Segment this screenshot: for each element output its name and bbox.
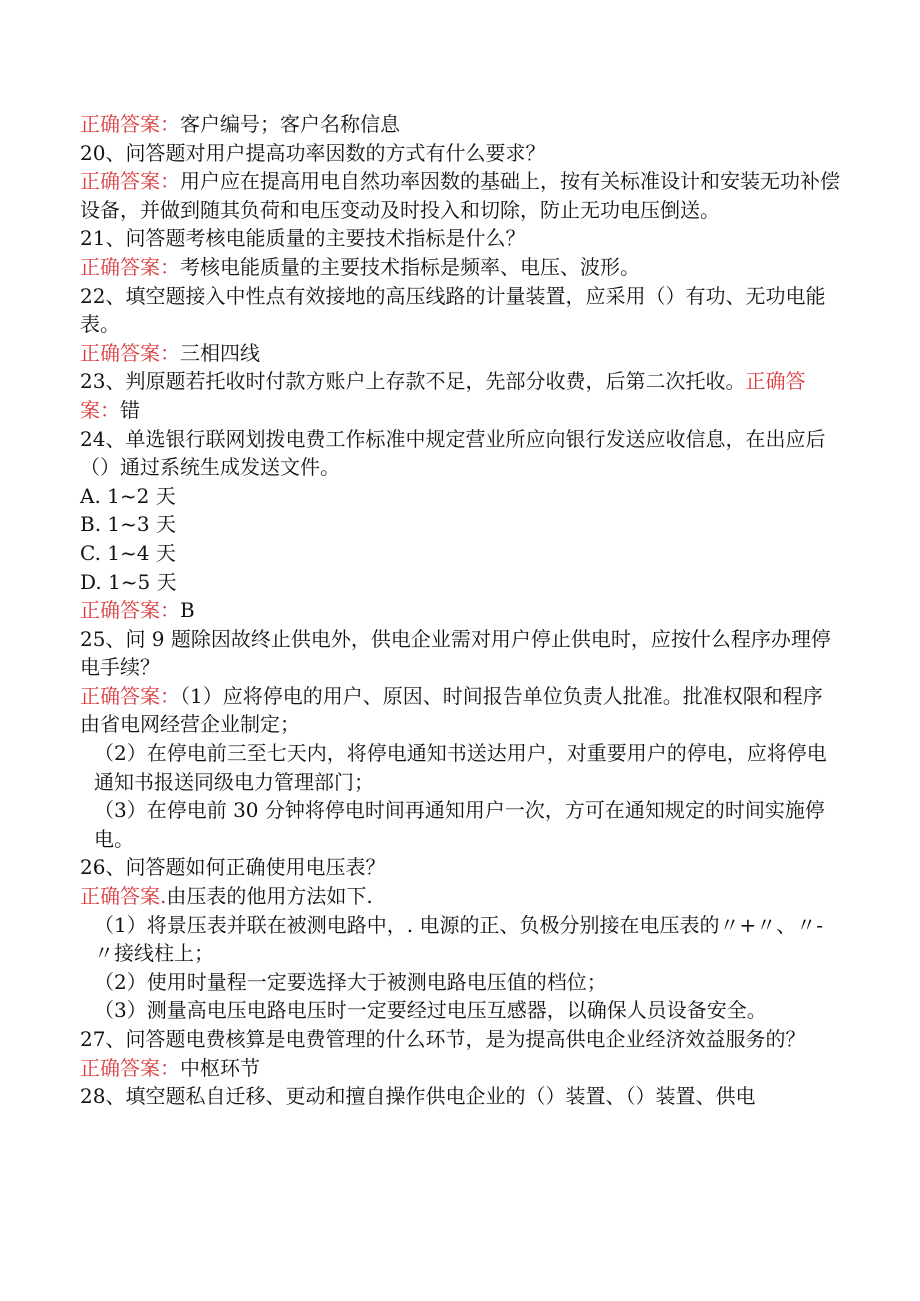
- question-26: 26、问答题如何正确使用电压表？: [80, 855, 386, 880]
- answer-22: [80, 339, 840, 368]
- answer-24: [80, 596, 840, 625]
- answer-text: 用户应在提高用电自然功率因数的基础上，按有关标准设计和安装无功补偿设备，并做到随其负荷和电压变动及时投入和切除，防止无功电压倒送。: [80, 169, 840, 222]
- answer-26-1: （1）将景压表并联在被测电路中，. 电源的正、负极分别接在电压表的〃+〃、〃-〃接线柱上；: [94, 912, 823, 966]
- answer-text: 客户编号；客户名称信息: [180, 112, 400, 136]
- answer-25-3: （3）在停电前 30 分钟将停电时间再通知用户一次，方可在通知规定的时间实施停电。: [94, 798, 825, 851]
- answer-label: 正确答案：: [80, 254, 180, 279]
- answer-text: 错: [120, 397, 140, 422]
- answer-label: 正确答案：: [80, 340, 180, 365]
- answer-21: [80, 253, 840, 282]
- answer-label: 正确答案：: [80, 112, 180, 136]
- document-content: [80, 110, 840, 1111]
- answer-26-intro: [80, 882, 840, 911]
- question-25: 25、问 9 题除因故终止供电外，供电企业需对用户停止供电时，应按什么程序办理停电手续？: [80, 626, 831, 680]
- answer-label: 正确答案：: [80, 169, 180, 194]
- answer-text: 由压表的他用方法如下.: [166, 884, 373, 909]
- answer-label: 正确答案.: [80, 884, 167, 909]
- answer-text: 中枢环节: [180, 1055, 260, 1080]
- answer-26-2: （2）使用时量程一定要选择大于被测电路电压值的档位；: [94, 969, 607, 994]
- question-20: 20、问答题对用户提高功率因数的方式有什么要求？: [80, 140, 546, 165]
- answer-label: 正确答案：: [80, 1055, 180, 1080]
- answer-text: 考核电能质量的主要技术指标是频率、电压、波形。: [180, 254, 640, 279]
- option-c: C. 1~4 天: [80, 540, 176, 565]
- question-23: 23、判原题若托收时付款方账户上存款不足，先部分收费，后第二次托收。: [80, 369, 746, 394]
- option-d: D. 1~5 天: [80, 569, 177, 594]
- answer-25-2: （2）在停电前三至七天内，将停电通知书送达用户，对重要用户的停电，应将停电通知书报送同级电力管理部门；: [94, 741, 827, 794]
- answer-text: B: [180, 598, 195, 623]
- question-27: 27、问答题电费核算是电费管理的什么环节，是为提高供电企业经济效益服务的？: [80, 1027, 806, 1051]
- question-24: 24、单选银行联网划拨电费工作标准中规定营业所应向银行发送应收信息，在出应后（）通过系统生成发送文件。: [80, 426, 826, 480]
- answer-label: 正确答案：: [80, 683, 180, 708]
- question-answer-23: [80, 367, 840, 424]
- question-21: 21、问答题考核电能质量的主要技术指标是什么？: [80, 226, 526, 251]
- question-28: 28、填空题私自迁移、更动和擅自操作供电企业的（）装置、（）装置、供电: [80, 1084, 756, 1109]
- answer-label: 正确答案：: [80, 598, 180, 623]
- question-22: 22、填空题接入中性点有效接地的高压线路的计量装置，应采用（）有功、无功电能表。: [80, 283, 826, 337]
- answer-text: 三相四线: [180, 340, 260, 365]
- answer-27: [80, 1054, 840, 1083]
- option-b: B. 1~3 天: [80, 512, 176, 537]
- option-a: A. 1~2 天: [80, 483, 176, 508]
- answer-20: [80, 167, 840, 224]
- answer-text: （1）应将停电的用户、原因、时间报告单位负责人批准。批准权限和程序由省电网经营企业制定；: [80, 683, 823, 737]
- answer-26-3: （3）测量高电压电路电压时一定要经过电压互感器，以确保人员设备安全。: [94, 998, 767, 1023]
- answer-19: [80, 110, 840, 139]
- answer-label: 正确答案：: [80, 369, 806, 422]
- answer-25-1: [80, 682, 840, 739]
